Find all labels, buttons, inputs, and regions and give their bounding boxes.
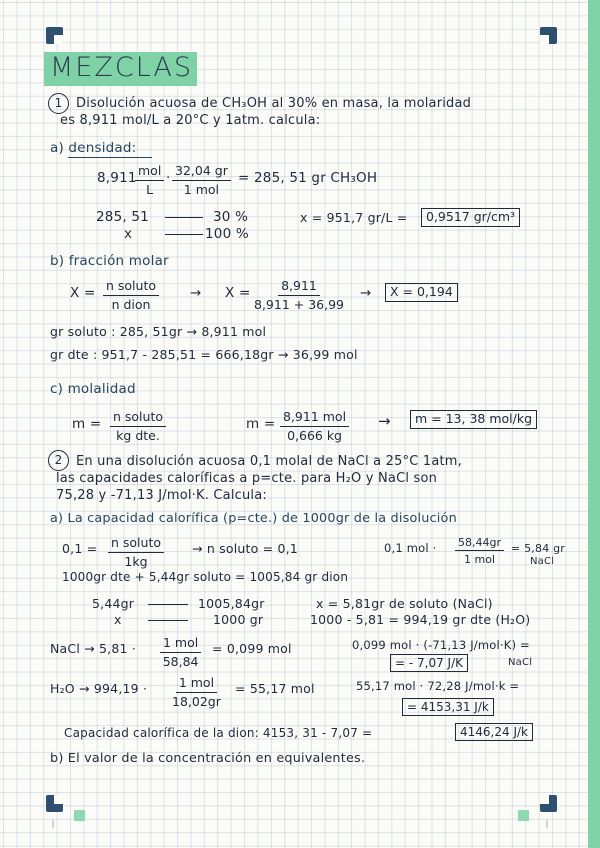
p2-a-h2o-c: 55,17 mol · 72,28 J/mol·k =: [356, 679, 520, 693]
p1-a-underline: [68, 157, 152, 158]
p2-a-l2: 1000gr dte + 5,44gr soluto = 1005,84 gr dion: [62, 570, 349, 584]
p1-a-frac-1-num: mol: [135, 165, 164, 181]
p1-a-eq-result: = 285, 51 gr CH₃OH: [238, 170, 378, 186]
corner-mark-bottom-left: [46, 795, 63, 812]
p1-b-frac-2: [254, 280, 344, 311]
corner-mark-bottom-right: [540, 795, 557, 812]
p2-a-frac-2-num: 58,44gr: [455, 537, 504, 551]
p1-a-frac-1: [135, 165, 164, 196]
p1-a-rule-dash-1: [165, 217, 203, 218]
p1-statement-line-2: es 8,911 mol/L a 20°C y 1atm. calcula:: [60, 113, 321, 128]
p2-a-h2o-frac: [172, 677, 221, 708]
p2-a-nacl-frac-num: 1 mol: [160, 637, 201, 653]
p1-a-rule-dash-2: [165, 234, 203, 235]
p1-a-frac-2: [172, 165, 231, 196]
p1-a-rule-result: x = 951,7 gr/L =: [300, 210, 408, 225]
p2-a-l1d: = 5,84 gr: [511, 542, 566, 555]
p1-c-m1: m =: [72, 416, 102, 432]
p2-a-l1b: → n soluto = 0,1: [192, 541, 298, 556]
p1-b-frac-1: [103, 280, 159, 311]
p1-c-frac-2-num: 8,911 mol: [280, 411, 349, 427]
p2-a-frac-2: [455, 537, 504, 565]
p1-b-arrow-2: →: [360, 285, 372, 301]
p2-a-rule-1b: 1005,84gr: [198, 596, 265, 611]
p2-a-rule-1c: x = 5,81gr de soluto (NaCl): [316, 596, 493, 611]
p1-c-arrow: →: [378, 412, 391, 430]
p2-a-nacl-a: NaCl → 5,81 ·: [50, 641, 137, 656]
p1-b-arrow-1: →: [190, 285, 202, 301]
p2-a-rule-1a: 5,44gr: [92, 596, 135, 611]
p2-statement-line-3: 75,28 y -71,13 J/mol·K. Calcula:: [56, 488, 267, 503]
p2-a-nacl-c: 0,099 mol · (-71,13 J/mol·K) =: [352, 638, 530, 652]
p1-a-dot: ·: [166, 170, 171, 186]
p2-a-l1a: 0,1 =: [62, 541, 98, 556]
problem-1-number: 1: [48, 93, 69, 114]
p2-a-nacl-box: = - 7,07 J/K: [390, 654, 468, 672]
p1-c-frac-2-den: 0,666 kg: [287, 427, 342, 443]
p2-a-frac-1-num: n soluto: [108, 537, 164, 553]
p1-c-frac-1-num: n soluto: [110, 411, 166, 427]
p2-a-rule-dash-1: [148, 604, 188, 605]
p1-a-eq-left: 8,911: [97, 170, 137, 186]
mint-square-right: [518, 810, 529, 821]
p1-a-rule-2a: x: [124, 226, 133, 242]
p1-b-x2: X =: [225, 285, 251, 301]
page-title: MEZCLAS: [50, 52, 193, 83]
p2-a-nacl-frac: [160, 637, 201, 668]
p1-a-rule-2b: 100 %: [205, 226, 249, 242]
p1-a-frac-1-den: L: [146, 181, 154, 197]
p1-c-label: c) molalidad: [50, 381, 136, 397]
p1-b-frac-1-den: n dion: [111, 296, 151, 312]
p1-b-frac-2-den: 8,911 + 36,99: [254, 296, 344, 312]
p1-a-frac-2-num: 32,04 gr: [172, 165, 231, 181]
tick-mark-left: [52, 820, 54, 828]
p2-statement-line-1: En una disolución acuosa 0,1 molal de NaCl a 25°C 1atm,: [76, 454, 462, 469]
p1-b-line-1: gr soluto : 285, 51gr → 8,911 mol: [50, 324, 267, 339]
p1-b-frac-1-num: n soluto: [103, 280, 159, 296]
p2-statement-line-2: las capacidades caloríficas a p=cte. para H₂O y NaCl son: [56, 471, 438, 486]
p2-a-nacl-sub: NaCl: [508, 657, 533, 668]
p1-b-label: b) fracción molar: [50, 253, 169, 269]
p1-c-m2: m =: [246, 416, 276, 432]
p1-b-line-2: gr dte : 951,7 - 285,51 = 666,18gr → 36,99 mol: [50, 347, 358, 362]
p2-a-nacl-frac-den: 58,84: [162, 653, 199, 669]
mint-square-left: [74, 810, 85, 821]
p2-a-frac-1-den: 1kg: [124, 553, 148, 569]
problem-2-number: 2: [48, 450, 69, 471]
p1-c-frac-1-den: kg dte.: [116, 427, 160, 443]
p2-a-cap: Capacidad calorífica de la dion: 4153, 31 - 7,07 =: [64, 726, 373, 740]
p1-b-frac-2-num: 8,911: [278, 280, 320, 296]
p1-c-frac-1: [110, 411, 166, 442]
corner-mark-top-left: [46, 27, 63, 44]
p2-a-h2o-frac-num: 1 mol: [176, 677, 217, 693]
p2-a-rule-dash-2: [148, 620, 188, 621]
p2-a-h2o-b: = 55,17 mol: [235, 681, 315, 696]
tick-mark-right: [546, 820, 548, 828]
p1-a-answer-box: 0,9517 gr/cm³: [421, 208, 520, 227]
p2-a-rule-2a: x: [114, 612, 122, 627]
p2-a-h2o-frac-den: 18,02gr: [172, 693, 221, 709]
p1-a-label: a) densidad:: [50, 140, 137, 156]
p2-a-nacl-b: = 0,099 mol: [212, 641, 292, 656]
p2-a-frac-1: [108, 537, 164, 568]
p1-statement-line-1: Disolución acuosa de CH₃OH al 30% en masa, la molaridad: [76, 96, 472, 111]
p2-a-h2o-box: = 4153,31 J/k: [402, 698, 494, 716]
corner-mark-top-right: [540, 27, 557, 44]
p1-b-x1: X =: [70, 285, 96, 301]
p2-a-l1d-sub: NaCl: [530, 556, 555, 567]
p2-a-cap-box: 4146,24 J/k: [455, 723, 533, 741]
p1-a-frac-2-den: 1 mol: [183, 181, 220, 197]
p1-a-rule-1b: 30 %: [213, 209, 249, 225]
p2-a-rule-2c: 1000 - 5,81 = 994,19 gr dte (H₂O): [310, 612, 531, 627]
p1-a-rule-1a: 285, 51: [96, 209, 149, 225]
p2-b-label: b) El valor de la concentración en equivalentes.: [50, 751, 366, 766]
p2-a-l1c: 0,1 mol ·: [384, 541, 437, 555]
p2-a-rule-2b: 1000 gr: [213, 612, 264, 627]
p2-a-h2o-a: H₂O → 994,19 ·: [50, 681, 148, 696]
binding-strip: [588, 0, 600, 848]
p1-b-answer-box: X = 0,194: [385, 283, 458, 302]
p2-a-label: a) La capacidad calorífica (p=cte.) de 1000gr de la disolución: [50, 511, 457, 526]
p2-a-frac-2-den: 1 mol: [464, 553, 495, 566]
p1-c-frac-2: [280, 411, 349, 442]
p1-c-answer-box: m = 13, 38 mol/kg: [410, 410, 537, 429]
